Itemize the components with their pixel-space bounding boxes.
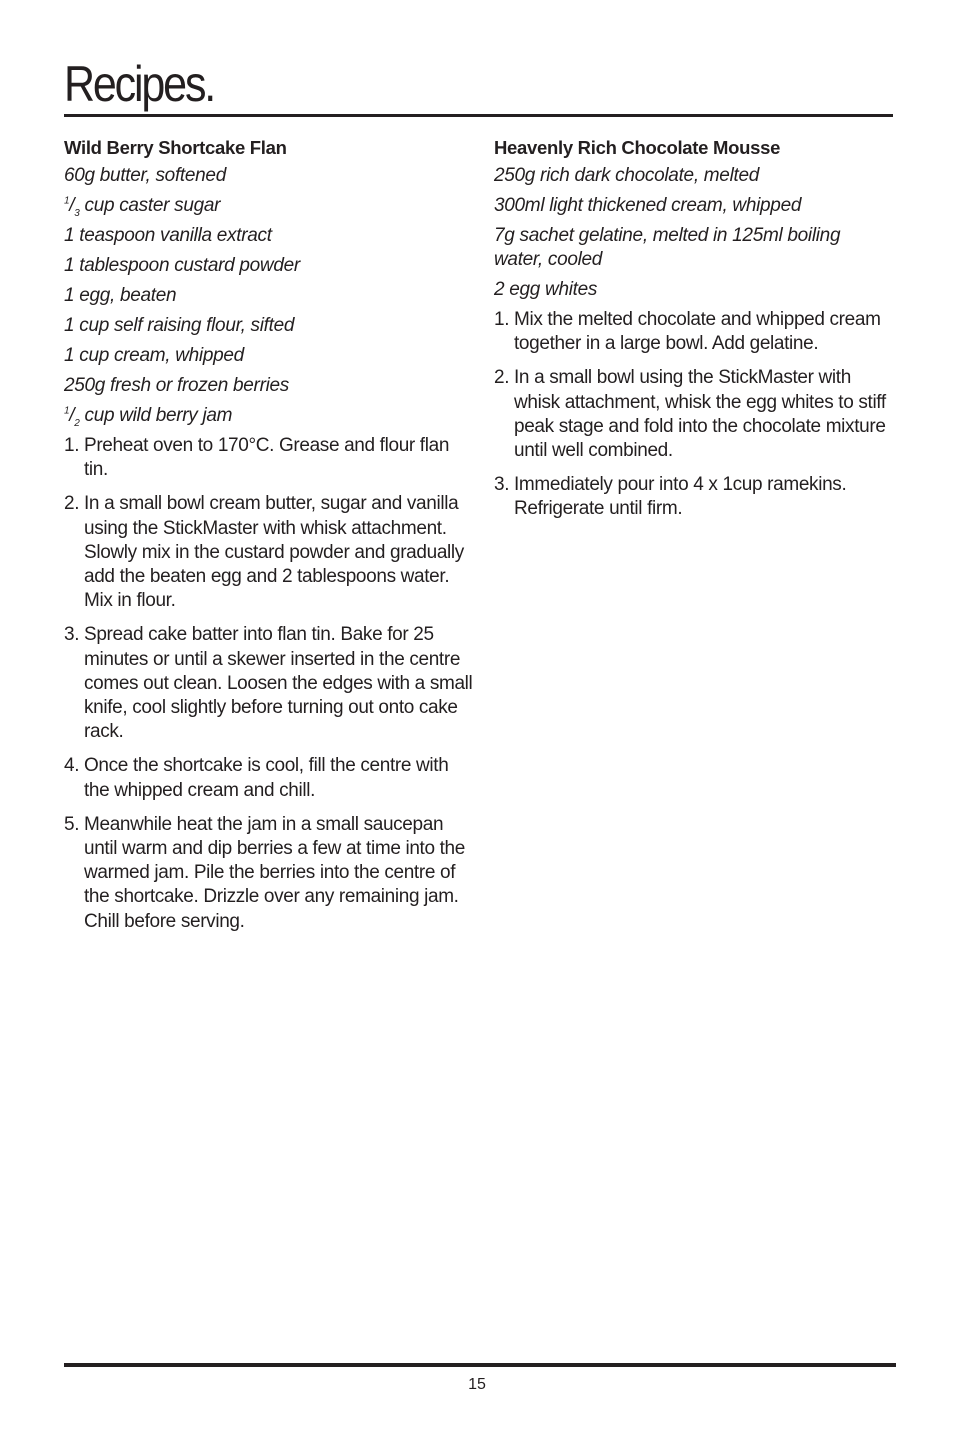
ingredient-text: 1 teaspoon vanilla extract [64,225,272,246]
fraction-denominator: 3 [74,207,80,219]
step-text: In a small bowl using the StickMaster with whisk attachment, whisk the egg whites to stiff peak stage and fold into the chocolate mixture until well combined. [514,367,886,462]
ingredient-item [64,254,474,278]
step-number: 3. [64,624,80,646]
ingredient-list [494,164,894,302]
ingredient-item [64,314,474,338]
step-text: Immediately pour into 4 x 1cup ramekins. Refrigerate until firm. [514,474,847,520]
page-number: 15 [468,1376,486,1393]
ingredient-text: 250g fresh or frozen berries [64,375,289,396]
step-text: In a small bowl cream butter, sugar and vanilla using the StickMaster with whisk attachment. Slowly mix in the custard powder and gradually add the beaten egg and 2 tablespoons water. Mix in flour. [84,493,464,612]
step-text: Once the shortcake is cool, fill the centre with the whipped cream and chill. [84,755,449,801]
method-step [494,366,894,463]
fraction-numerator: 1 [64,195,70,207]
step-number: 2. [494,367,510,389]
ingredient-item [64,344,474,368]
fraction-slash: / [69,195,75,216]
step-number: 1. [494,309,510,330]
ingredient-text: cup wild berry jam [79,405,233,426]
ingredient-item [64,374,474,398]
ingredient-item [494,224,894,272]
method-step [64,813,474,934]
recipe-title: Wild Berry Shortcake Flan [64,137,287,158]
page-title: Recipes. [64,56,215,112]
ingredient-item [64,284,474,308]
step-text: Meanwhile heat the jam in a small saucepan until warm and dip berries a few at time into the warmed jam. Pile the berries into the centre of the shortcake. Drizzle over any remaining jam. Chill before serving. [84,813,465,932]
step-text: Mix the melted chocolate and whipped cream together in a large bowl. Add gelatine. [514,309,881,355]
ingredient-item [64,194,474,218]
method-step [64,434,474,482]
footer-rule [64,1363,896,1367]
ingredient-text: 300ml light thickened cream, whipped [494,195,802,216]
step-text: Spread cake batter into flan tin. Bake for 25 minutes or until a skewer inserted in the centre comes out clean. Loosen the edges with a small knife, cool slightly before turning out onto cake rack. [84,624,473,743]
method-steps [494,308,894,522]
ingredient-list [64,164,474,428]
ingredient-text: 250g rich dark chocolate, melted [494,165,760,186]
ingredient-item [494,194,894,218]
method-step [64,492,474,613]
ingredient-text: 2 egg whites [494,279,598,300]
ingredient-item [64,404,474,428]
ingredient-item [64,164,474,188]
ingredient-text: 1 egg, beaten [64,285,177,306]
method-step [64,754,474,802]
fraction-slash: / [69,405,75,426]
ingredient-item [494,164,894,188]
ingredient-item [494,278,894,302]
fraction-numerator: 1 [64,405,70,417]
recipe-column-left [64,134,474,944]
method-step [64,623,474,744]
ingredient-text: 7g sachet gelatine, melted in 125ml boiling water, cooled [494,225,841,270]
ingredient-item [64,224,474,248]
recipe-title: Heavenly Rich Chocolate Mousse [494,137,781,158]
step-number: 3. [494,474,510,496]
fraction-denominator: 2 [74,417,80,429]
step-number: 2. [64,493,80,515]
ingredient-text: 1 cup self raising flour, sifted [64,315,295,336]
ingredient-text: 1 tablespoon custard powder [64,255,300,276]
ingredient-text: 60g butter, softened [64,165,226,186]
step-number: 1. [64,435,80,456]
ingredient-text: 1 cup cream, whipped [64,345,244,366]
step-text: Preheat oven to 170°C. Grease and flour flan tin. [84,435,450,481]
step-number: 4. [64,755,80,777]
title-rule [64,114,893,117]
recipe-column-right [494,134,894,532]
method-steps [64,434,474,934]
method-step [494,308,894,356]
step-number: 5. [64,813,80,835]
method-step [494,473,894,521]
ingredient-text: cup caster sugar [79,195,221,216]
